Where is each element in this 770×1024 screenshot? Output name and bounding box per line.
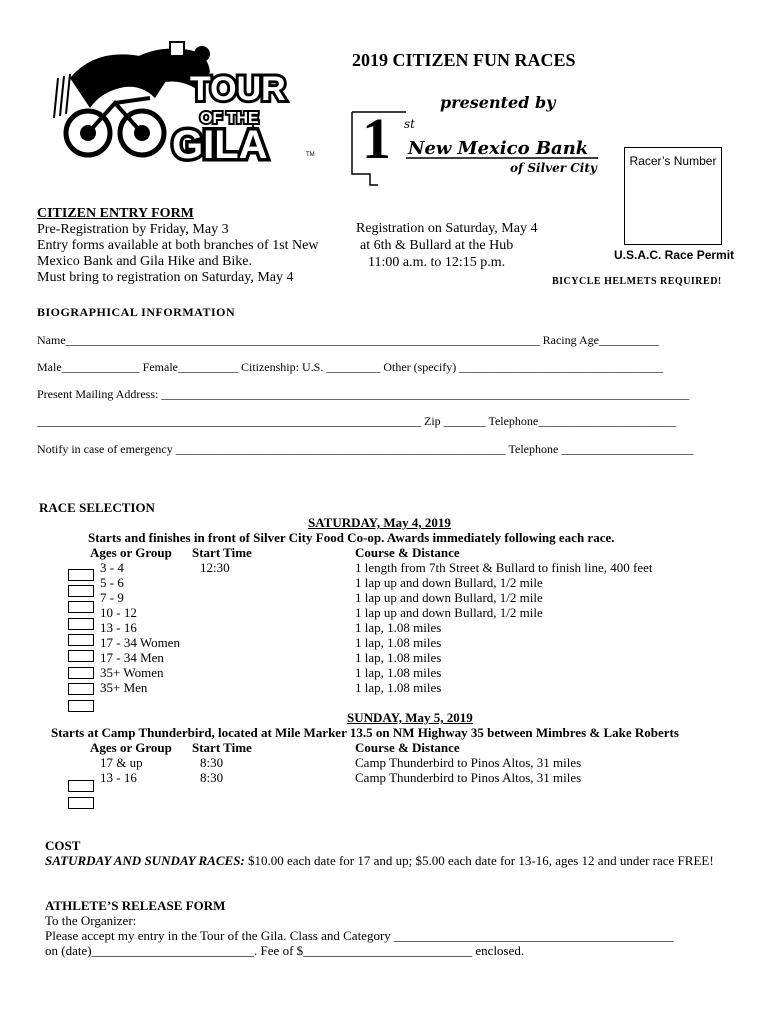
age-group: 17 & up <box>100 755 143 770</box>
sunday-ages-column <box>90 740 172 785</box>
race-checkbox[interactable] <box>68 650 94 662</box>
saturday-heading: SATURDAY, May 4, 2019 <box>308 515 451 530</box>
name-racing-age-field[interactable]: Name_______________________________________________________________________________ Racing Age__________ <box>37 333 659 347</box>
zip-telephone-field[interactable]: ________________________________________________________________ Zip _______ Telephone_______________________ <box>37 414 677 428</box>
course-distance: 1 lap, 1.08 miles <box>355 650 442 665</box>
entry-form-line: Must bring to registration on Saturday, May 4 <box>37 270 294 285</box>
col-course-header: Course & Distance <box>355 740 460 755</box>
age-group: 35+ Women <box>100 665 164 680</box>
registration-line: 11:00 a.m. to 12:15 p.m. <box>368 255 506 270</box>
course-distance: 1 lap up and down Bullard, 1/2 mile <box>355 590 543 605</box>
sponsor-city: of Silver City <box>510 161 597 175</box>
sponsor-bank-name: New Mexico Bank <box>408 138 589 159</box>
course-distance: 1 lap up and down Bullard, 1/2 mile <box>355 575 543 590</box>
race-selection-heading: RACE SELECTION <box>39 500 155 515</box>
race-checkbox[interactable] <box>68 601 94 613</box>
race-checkbox[interactable] <box>68 683 94 695</box>
col-age-header: Ages or Group <box>90 545 172 560</box>
registration-info <box>356 220 537 271</box>
course-distance: Camp Thunderbird to Pinos Altos, 31 miles <box>355 755 582 770</box>
age-group: 17 - 34 Men <box>100 650 164 665</box>
age-group: 13 - 16 <box>100 620 137 635</box>
col-time-header: Start Time <box>192 545 252 560</box>
col-time-header: Start Time <box>192 740 252 755</box>
logo-of-the: OF THE <box>200 110 259 127</box>
sunday-time-column <box>192 740 252 785</box>
saturday-subheading: Starts and finishes in front of Silver City Food Co-op. Awards immediately following each race. <box>88 530 615 545</box>
sponsor-first: 1 <box>362 106 391 171</box>
age-group: 13 - 16 <box>100 770 137 785</box>
cost-heading: COST <box>45 838 81 853</box>
race-checkbox[interactable] <box>68 797 94 809</box>
cost-text: $10.00 each date for 17 and up; $5.00 each date for 13-16, ages 12 and under race FREE! <box>244 853 714 868</box>
sunday-course-column <box>355 740 581 785</box>
release-line: To the Organizer: <box>45 913 137 928</box>
logo-gila: GILA <box>172 123 268 167</box>
registration-line: at 6th & Bullard at the Hub <box>360 238 514 253</box>
entry-form-line: Mexico Bank and Gila Hike and Bike. <box>37 254 253 269</box>
age-group: 17 - 34 Women <box>100 635 180 650</box>
course-distance: 1 lap, 1.08 miles <box>355 665 442 680</box>
age-group: 5 - 6 <box>100 575 124 590</box>
sunday-heading: SUNDAY, May 5, 2019 <box>347 710 473 725</box>
start-time: 12:30 <box>200 560 230 575</box>
cost-label: SATURDAY AND SUNDAY RACES: <box>45 853 245 868</box>
sunday-subheading: Starts at Camp Thunderbird, located at Mile Marker 13.5 on NM Highway 35 between Mimbres & Lake Roberts <box>51 725 679 740</box>
racer-number-box[interactable] <box>624 147 722 245</box>
course-distance: 1 lap up and down Bullard, 1/2 mile <box>355 605 543 620</box>
entry-form-line: Entry forms available at both branches of 1st New <box>37 238 319 253</box>
start-time: 8:30 <box>200 755 224 770</box>
course-distance: 1 lap, 1.08 miles <box>355 635 442 650</box>
race-checkbox[interactable] <box>68 569 94 581</box>
gender-citizenship-field[interactable]: Male_____________ Female__________ Citizenship: U.S. _________ Other (specify) __________________________________ <box>37 360 664 374</box>
page-title: 2019 CITIZEN FUN RACES <box>352 50 576 70</box>
registration-line: Registration on Saturday, May 4 <box>356 221 538 236</box>
course-distance: 1 lap, 1.08 miles <box>355 620 442 635</box>
release-form <box>45 898 674 958</box>
bio-heading: BIOGRAPHICAL INFORMATION <box>37 305 236 319</box>
mailing-address-field[interactable]: Present Mailing Address: ________________________________________________________________________________________ <box>37 387 690 401</box>
course-distance: 1 lap, 1.08 miles <box>355 680 442 695</box>
saturday-time-column <box>192 545 252 575</box>
date-fee-field[interactable]: on (date)_________________________. Fee of $__________________________ enclosed. <box>45 943 525 958</box>
race-checkbox[interactable] <box>68 634 94 646</box>
entry-form-line: Pre-Registration by Friday, May 3 <box>37 222 229 237</box>
presented-by-text: presented by <box>440 93 556 112</box>
saturday-course-column <box>355 545 653 695</box>
entry-form-heading: CITIZEN ENTRY FORM <box>37 206 194 221</box>
release-heading: ATHLETE’S RELEASE FORM <box>45 898 226 913</box>
logo-tour: TOUR <box>190 70 286 108</box>
race-checkbox[interactable] <box>68 585 94 597</box>
sponsor-st: st <box>404 117 415 131</box>
entry-form-info <box>37 206 318 286</box>
race-checkbox[interactable] <box>68 618 94 630</box>
age-group: 3 - 4 <box>100 560 124 575</box>
helmets-required-notice: BICYCLE HELMETS REQUIRED! <box>552 276 722 287</box>
col-age-header: Ages or Group <box>90 740 172 755</box>
course-distance: 1 length from 7th Street & Bullard to finish line, 400 feet <box>355 560 653 575</box>
racer-number-label: Racer’s Number <box>629 154 717 168</box>
course-distance: Camp Thunderbird to Pinos Altos, 31 miles <box>355 770 582 785</box>
age-group: 10 - 12 <box>100 605 137 620</box>
sponsor-logo <box>348 90 608 190</box>
race-checkbox[interactable] <box>68 700 94 712</box>
race-checkbox[interactable] <box>68 667 94 679</box>
age-group: 35+ Men <box>100 680 148 695</box>
cost-details <box>45 853 725 869</box>
race-checkbox[interactable] <box>68 780 94 792</box>
start-time: 8:30 <box>200 770 224 785</box>
age-group: 7 - 9 <box>100 590 124 605</box>
saturday-ages-column <box>90 545 180 695</box>
class-category-field[interactable]: Please accept my entry in the Tour of the Gila. Class and Category ___________________________________________ <box>45 928 674 943</box>
logo-tm: TM <box>306 152 315 158</box>
tour-of-the-gila-logo <box>50 38 318 168</box>
usac-permit-label: U.S.A.C. Race Permit <box>614 248 735 262</box>
col-course-header: Course & Distance <box>355 545 460 560</box>
emergency-contact-field[interactable]: Notify in case of emergency _______________________________________________________ Telephone ______________________ <box>37 442 694 456</box>
